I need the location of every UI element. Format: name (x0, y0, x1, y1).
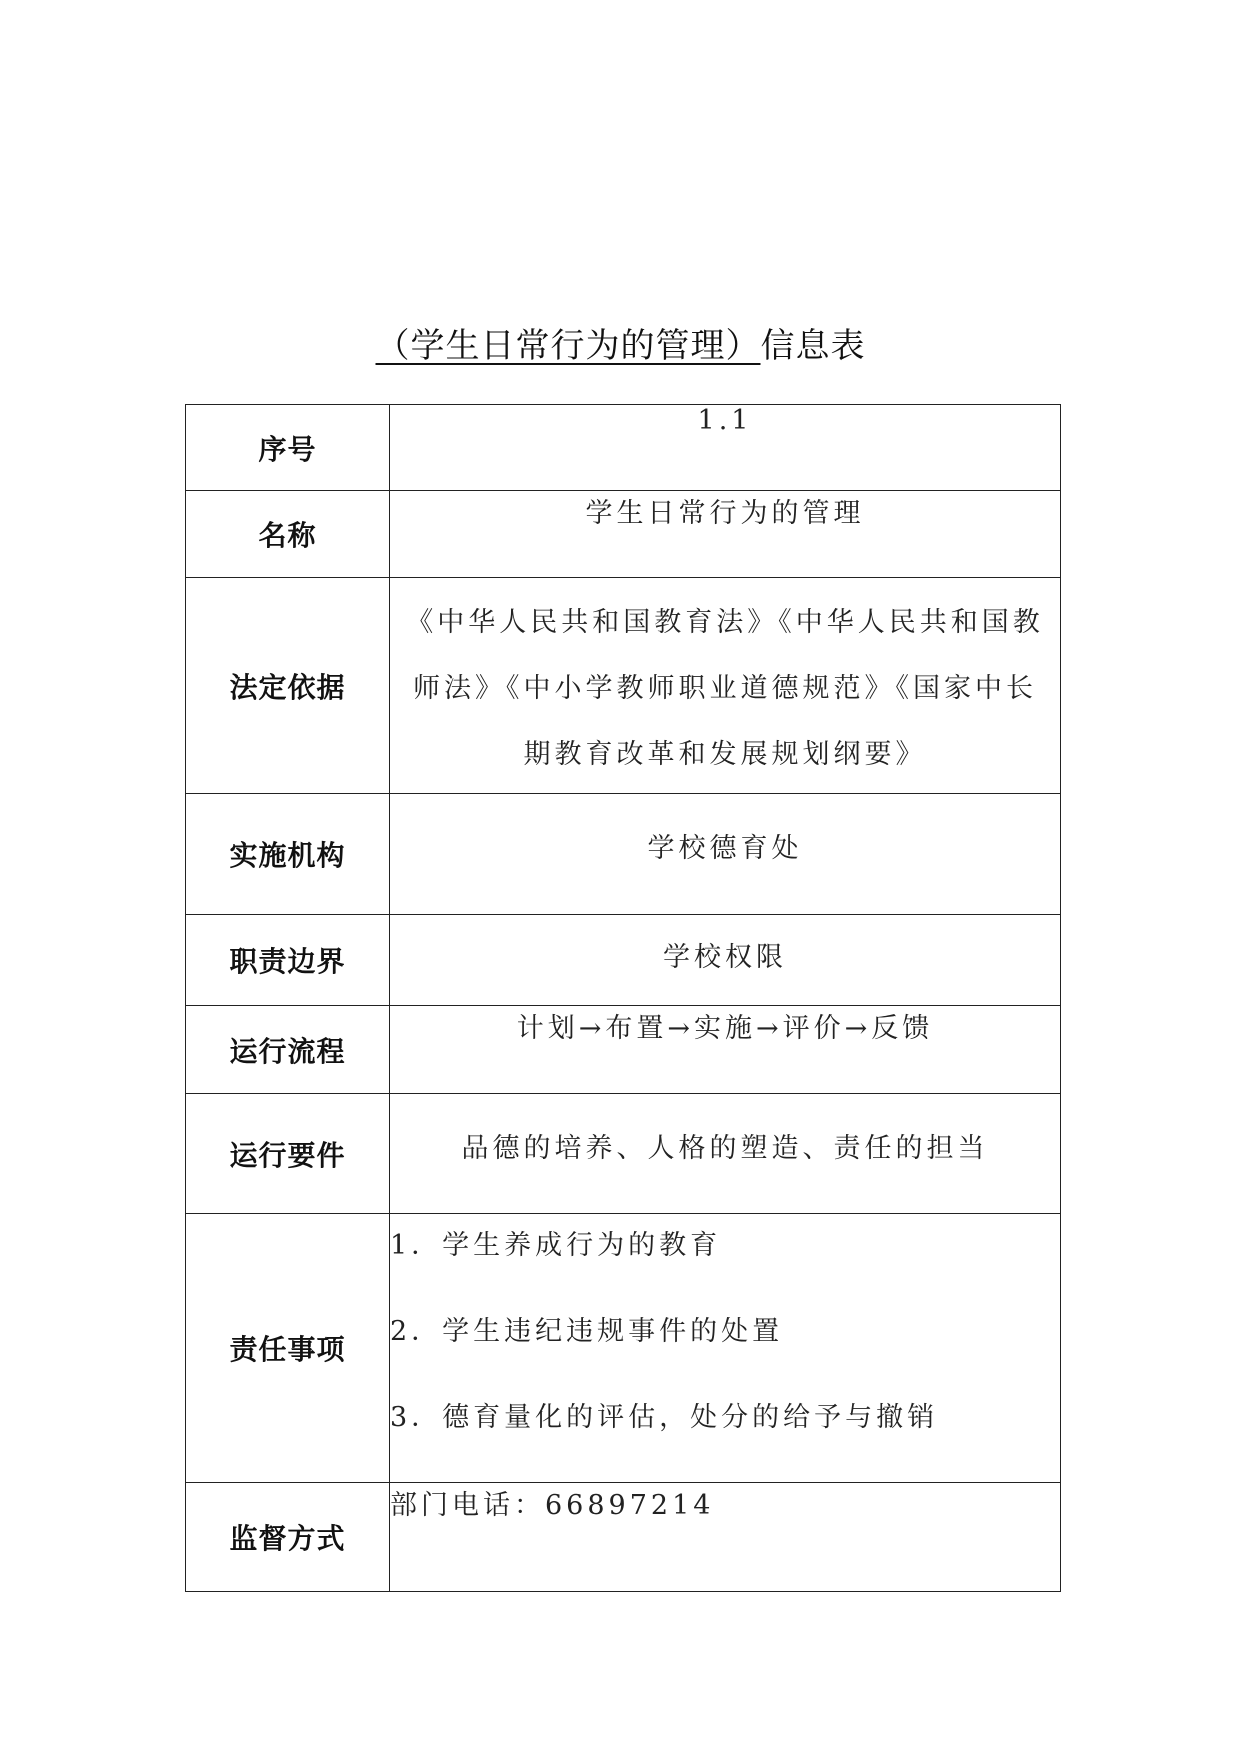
label-responsibility-boundary: 职责边界 (186, 915, 390, 1006)
table-row-supervision (186, 1483, 1061, 1592)
duty-item: 3．德育量化的评估，处分的给予与撤销 (390, 1402, 939, 1433)
value-supervision: 部门电话：66897214 (390, 1483, 1061, 1592)
value-legal-basis-cell (390, 578, 1061, 794)
table-row-name (186, 491, 1061, 578)
value-process: 计划→布置→实施→评价→反馈 (390, 1006, 1061, 1094)
duty-item: 2．学生违纪违规事件的处置 (390, 1316, 784, 1347)
value-requirements: 品德的培养、人格的塑造、责任的担当 (390, 1094, 1061, 1214)
label-supervision: 监督方式 (186, 1483, 390, 1592)
label-process: 运行流程 (186, 1006, 390, 1094)
table-row-responsibility-boundary (186, 915, 1061, 1006)
title-subject: （学生日常行为的管理） (375, 326, 761, 366)
table-row-requirements (186, 1094, 1061, 1214)
info-table (185, 404, 1061, 1592)
label-name: 名称 (186, 491, 390, 578)
duty-item: 1．学生养成行为的教育 (390, 1230, 722, 1261)
title-suffix: 信息表 (760, 326, 866, 366)
label-serial: 序号 (186, 405, 390, 491)
table-row-process (186, 1006, 1061, 1094)
table-row-duties (186, 1214, 1061, 1483)
label-implementing-body: 实施机构 (186, 794, 390, 915)
label-legal-basis: 法定依据 (186, 578, 390, 794)
table-row-implementing-body (186, 794, 1061, 915)
label-duties: 责任事项 (186, 1214, 390, 1483)
value-duties-cell (390, 1214, 1061, 1483)
label-requirements: 运行要件 (186, 1094, 390, 1214)
duty-list (390, 1214, 1060, 1482)
table-row-serial (186, 405, 1061, 491)
value-serial: 1.1 (390, 405, 1061, 491)
table-row-legal-basis (186, 578, 1061, 794)
value-implementing-body: 学校德育处 (390, 794, 1061, 915)
document-title (0, 318, 1241, 367)
value-legal-basis: 《中华人民共和国教育法》《中华人民共和国教师法》《中小学教师职业道德规范》《国家中长期教育改革和发展规划纲要》 (406, 607, 1044, 770)
value-name: 学生日常行为的管理 (390, 491, 1061, 578)
value-responsibility-boundary: 学校权限 (390, 915, 1061, 1006)
